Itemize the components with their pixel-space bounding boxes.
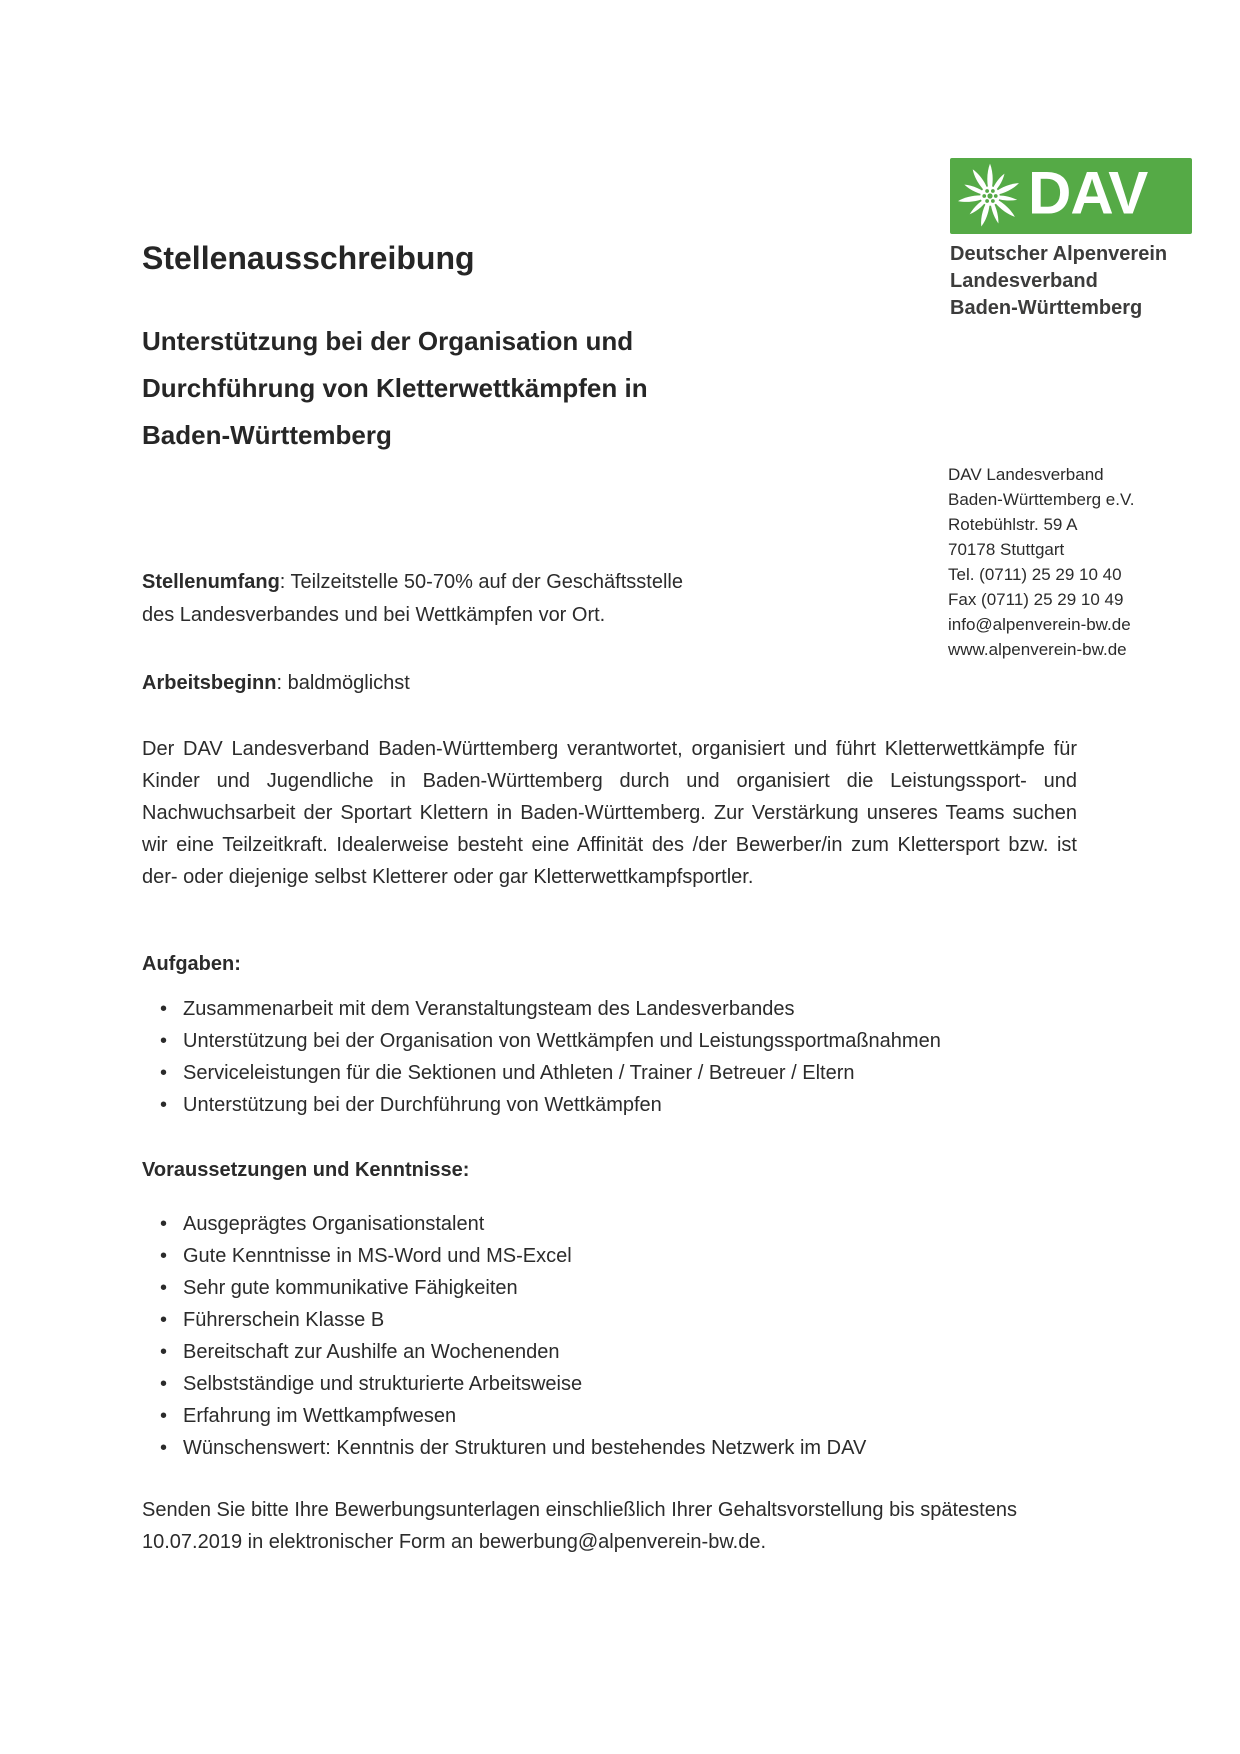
- list-item: [160, 1057, 941, 1089]
- contact-line-city: 70178 Stuttgart: [948, 540, 1065, 559]
- list-item: [160, 1400, 866, 1432]
- logo-caption-line: Landesverband: [950, 270, 1098, 292]
- bullet-icon: [160, 1208, 183, 1240]
- list-item-text: Bereitschaft zur Aushilfe an Wochenenden: [183, 1341, 560, 1363]
- bullet-icon: [160, 1368, 183, 1400]
- arbeitsbeginn-text: : baldmöglichst: [276, 672, 410, 694]
- list-item-text: Wünschenswert: Kenntnis der Strukturen und bestehendes Netzwerk im DAV: [183, 1437, 867, 1459]
- edelweiss-icon: [954, 160, 1026, 232]
- stellenumfang-paragraph: [142, 566, 690, 632]
- stellenumfang-label: Stellenumfang: [142, 571, 280, 593]
- list-item: [160, 1089, 941, 1121]
- bullet-icon: [160, 1336, 183, 1368]
- subtitle-line: Baden-Württemberg: [142, 420, 392, 450]
- contact-line-org: DAV Landesverband: [948, 465, 1104, 484]
- list-item: [160, 993, 941, 1025]
- list-item-text: Führerschein Klasse B: [183, 1309, 385, 1331]
- subtitle-line: Durchführung von Kletterwettkämpfen in: [142, 373, 648, 403]
- bullet-icon: [160, 1240, 183, 1272]
- logo-caption: [950, 241, 1167, 322]
- voraussetzungen-heading: Voraussetzungen und Kenntnisse:: [142, 1159, 470, 1181]
- logo-caption-line: Baden-Württemberg: [950, 297, 1143, 319]
- contact-line-phone: Tel. (0711) 25 29 10 40: [948, 565, 1122, 584]
- list-item-text: Serviceleistungen für die Sektionen und Athleten / Trainer / Betreuer / Eltern: [183, 1062, 855, 1084]
- page-title: Stellenausschreibung: [142, 240, 475, 276]
- list-item-text: Gute Kenntnisse in MS-Word und MS-Excel: [183, 1245, 572, 1267]
- intro-paragraph: Der DAV Landesverband Baden-Württemberg verantwortet, organisiert und führt Kletterwettkämpfe für Kinder und Jugendliche in Baden-Württemberg durch und organisiert die Leistungssport- und Nachwuchsarbeit der Sportart Klettern in Baden-Württemberg. Zur Verstärkung unseres Teams suchen wir eine Teilzeitkraft. Idealerweise besteht eine Affinität des /der Bewerber/in zum Klettersport bzw. ist der- oder diejenige selbst Kletterer oder gar Kletterwettkampfsportler.: [142, 738, 1077, 888]
- aufgaben-list: [160, 993, 941, 1121]
- list-item: [160, 1272, 866, 1304]
- list-item-text: Erfahrung im Wettkampfwesen: [183, 1405, 457, 1427]
- bullet-icon: [160, 1025, 183, 1057]
- voraussetzungen-list: [160, 1208, 866, 1464]
- list-item: [160, 1240, 866, 1272]
- list-item: [160, 1368, 866, 1400]
- dav-logo: [950, 158, 1192, 234]
- dav-acronym: DAV: [1028, 159, 1148, 227]
- contact-line-org2: Baden-Württemberg e.V.: [948, 490, 1135, 509]
- closing-paragraph: Senden Sie bitte Ihre Bewerbungsunterlagen einschließlich Ihrer Gehaltsvorstellung bis spätestens 10.07.2019 in elektronischer Form an bewerbung@alpenverein-bw.de.: [142, 1499, 1017, 1553]
- bullet-icon: [160, 1432, 183, 1464]
- arbeitsbeginn-paragraph: [142, 667, 842, 700]
- bullet-icon: [160, 1057, 183, 1089]
- list-item-text: Zusammenarbeit mit dem Veranstaltungsteam des Landesverbandes: [183, 998, 795, 1020]
- list-item-text: Unterstützung bei der Organisation von Wettkämpfen und Leistungssportmaßnahmen: [183, 1030, 941, 1052]
- logo-caption-line: Deutscher Alpenverein: [950, 243, 1168, 265]
- stellenumfang-text: : Teilzeitstelle 50-70% auf der Geschäftsstelle des Landesverbandes und bei Wettkämpfen vor Ort.: [142, 571, 683, 626]
- contact-line-email: info@alpenverein-bw.de: [948, 615, 1131, 634]
- arbeitsbeginn-label: Arbeitsbeginn: [142, 672, 277, 694]
- list-item-text: Sehr gute kommunikative Fähigkeiten: [183, 1277, 518, 1299]
- list-item-text: Ausgeprägtes Organisationstalent: [183, 1213, 485, 1235]
- list-item: [160, 1025, 941, 1057]
- bullet-icon: [160, 993, 183, 1025]
- list-item: [160, 1304, 866, 1336]
- list-item: [160, 1432, 866, 1464]
- aufgaben-heading: Aufgaben:: [142, 953, 241, 975]
- subtitle-line: Unterstützung bei der Organisation und: [142, 326, 634, 356]
- bullet-icon: [160, 1272, 183, 1304]
- bullet-icon: [160, 1089, 183, 1121]
- list-item-text: Selbstständige und strukturierte Arbeitsweise: [183, 1373, 583, 1395]
- contact-block: [948, 462, 1134, 662]
- bullet-icon: [160, 1400, 183, 1432]
- contact-line-street: Rotebühlstr. 59 A: [948, 515, 1078, 534]
- contact-line-website: www.alpenverein-bw.de: [948, 640, 1127, 659]
- list-item-text: Unterstützung bei der Durchführung von Wettkämpfen: [183, 1094, 662, 1116]
- bullet-icon: [160, 1304, 183, 1336]
- page-subtitle: [142, 318, 648, 459]
- contact-line-fax: Fax (0711) 25 29 10 49: [948, 590, 1124, 609]
- list-item: [160, 1336, 866, 1368]
- list-item: [160, 1208, 866, 1240]
